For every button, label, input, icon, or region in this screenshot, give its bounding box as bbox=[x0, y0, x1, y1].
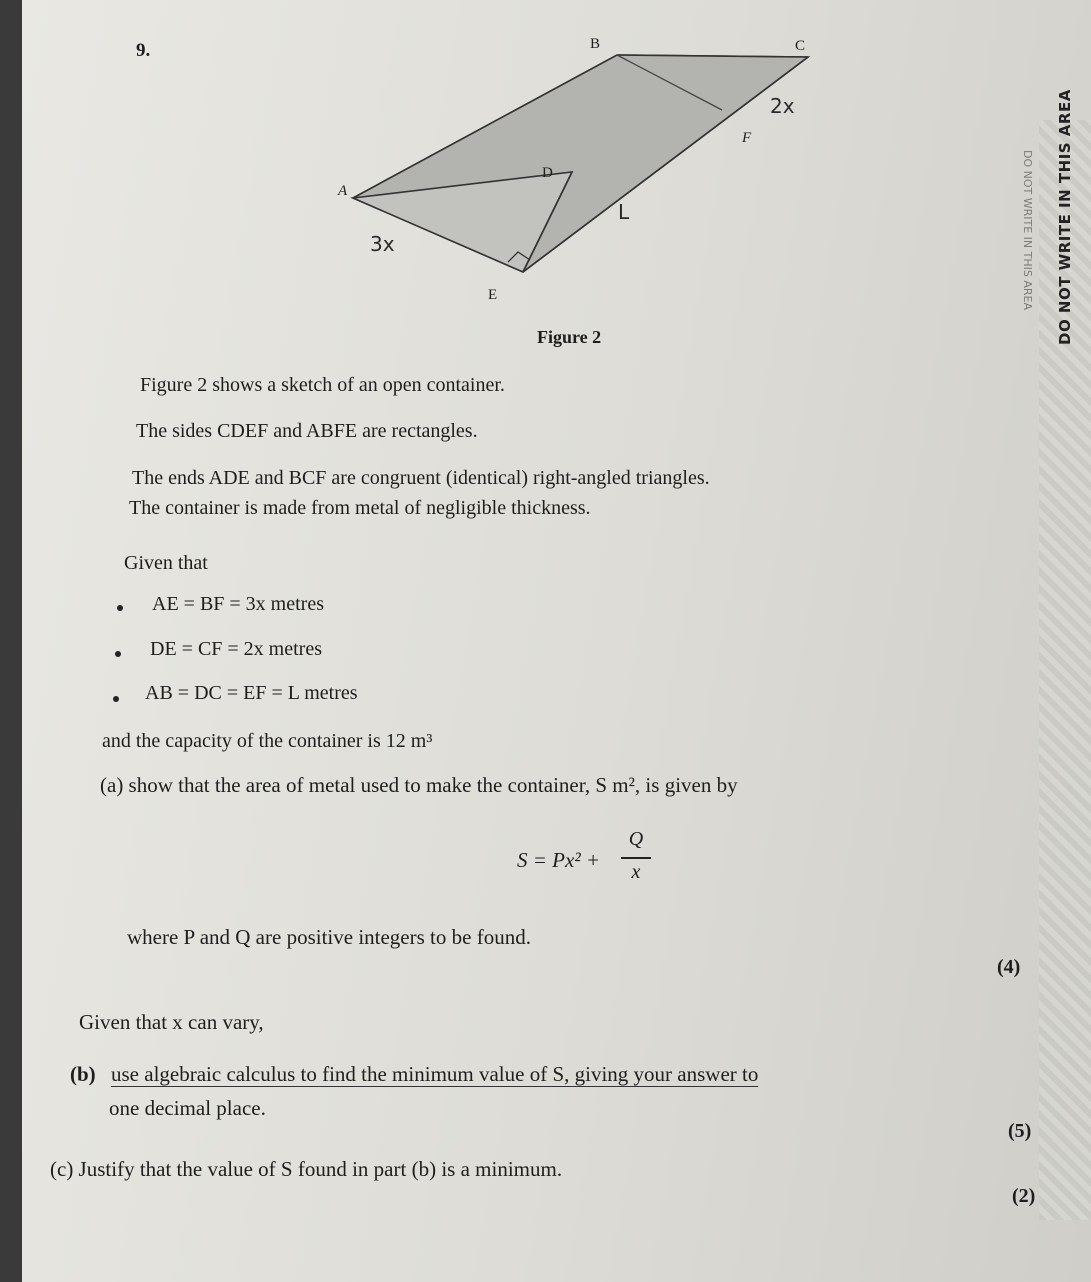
part-b-label: (b) bbox=[70, 1062, 96, 1086]
bullet-2 bbox=[115, 651, 121, 657]
label-d: D bbox=[542, 165, 553, 181]
label-e: E bbox=[488, 287, 498, 303]
side-abfe bbox=[353, 55, 808, 272]
label-c: C bbox=[795, 38, 806, 54]
part-c-marks: (2) bbox=[1012, 1185, 1036, 1207]
given-that: Given that bbox=[124, 552, 208, 574]
intro-line-2: The sides CDEF and ABFE are rectangles. bbox=[136, 420, 478, 442]
intro-line-4: The container is made from metal of negligible thickness. bbox=[129, 497, 591, 519]
label-a: A bbox=[338, 183, 348, 199]
bullet-1 bbox=[117, 605, 123, 611]
part-a-text: (a) show that the area of metal used to make the container, S m², is given by bbox=[100, 773, 738, 797]
part-c-text: (c) Justify that the value of S found in part (b) is a minimum. bbox=[50, 1157, 563, 1181]
part-b-line-2: one decimal place. bbox=[109, 1096, 266, 1120]
figure-caption: Figure 2 bbox=[537, 327, 602, 347]
formula-lhs: S = Px² + bbox=[517, 848, 601, 872]
part-a-marks: (4) bbox=[997, 956, 1021, 978]
label-f: F bbox=[742, 130, 752, 146]
annotation-2x: 2x bbox=[770, 94, 795, 118]
annotation-l: L bbox=[618, 200, 630, 224]
given-vary: Given that x can vary, bbox=[79, 1010, 264, 1034]
question-number: 9. bbox=[136, 40, 151, 61]
condition-3: AB = DC = EF = L metres bbox=[145, 682, 358, 704]
exam-page bbox=[22, 0, 1091, 1282]
part-a-where: where P and Q are positive integers to be found. bbox=[127, 925, 531, 949]
margin-warning-mirror-top: DO NOT WRITE IN THIS AREA bbox=[1021, 150, 1034, 310]
container-figure bbox=[22, 0, 1022, 360]
condition-1: AE = BF = 3x metres bbox=[152, 593, 324, 615]
capacity-line: and the capacity of the container is 12 m³ bbox=[102, 730, 433, 752]
intro-line-1: Figure 2 shows a sketch of an open container. bbox=[140, 374, 505, 396]
part-b-line-1: use algebraic calculus to find the minimum value of S, giving your answer to bbox=[111, 1062, 759, 1086]
formula-numerator: Q bbox=[628, 828, 644, 850]
margin-warning: DO NOT WRITE IN THIS AREA bbox=[1056, 89, 1074, 345]
label-b: B bbox=[590, 36, 601, 52]
bullet-3 bbox=[113, 696, 119, 702]
formula-denominator: x bbox=[631, 861, 641, 883]
fraction-bar bbox=[621, 857, 651, 859]
intro-line-3: The ends ADE and BCF are congruent (identical) right-angled triangles. bbox=[132, 467, 710, 489]
part-b-marks: (5) bbox=[1008, 1120, 1032, 1142]
condition-2: DE = CF = 2x metres bbox=[150, 638, 322, 660]
annotation-3x: 3x bbox=[370, 232, 395, 256]
